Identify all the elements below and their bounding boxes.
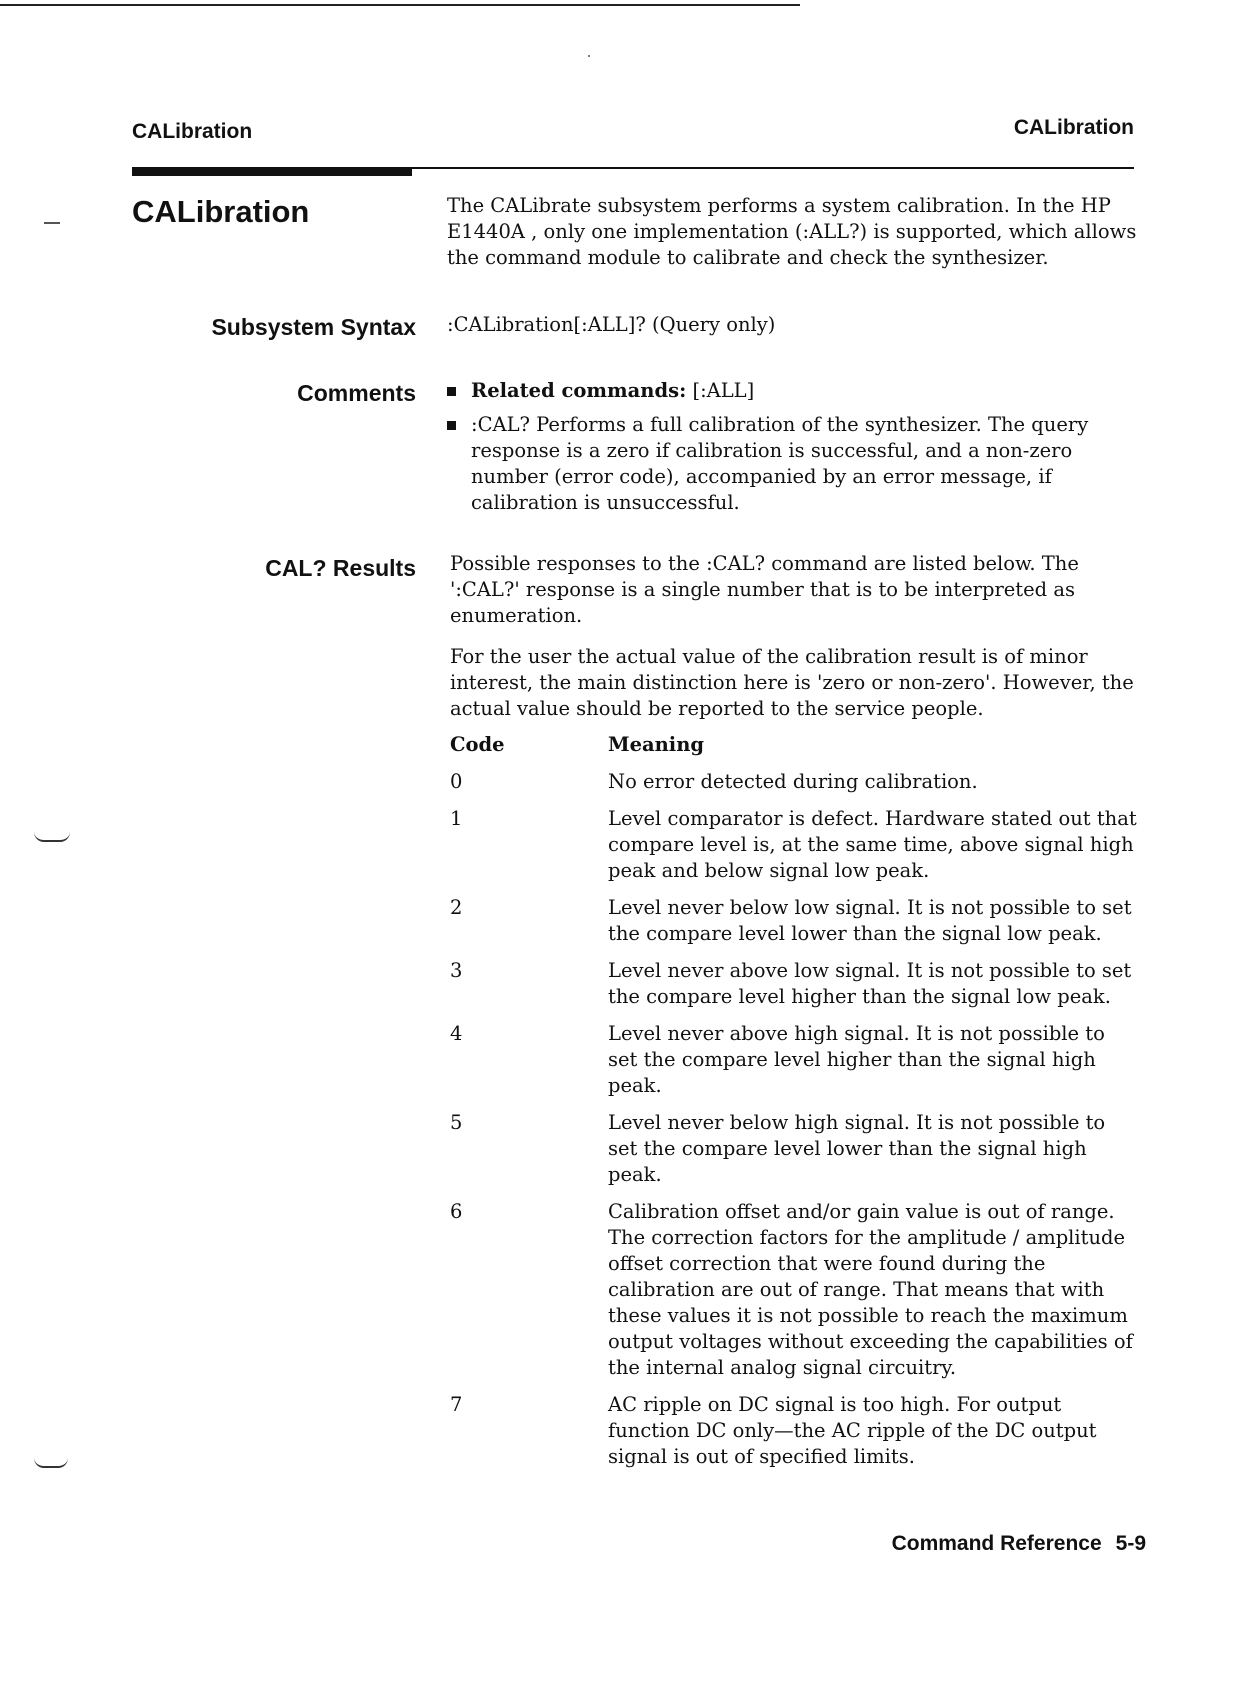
table-row: [450, 1392, 1140, 1470]
comments-list: [447, 378, 1137, 524]
meaning-cell: Calibration offset and/or gain value is out of range. The correction factors for the amplitude / amplitude offset correction that were found during the calibration are out of range. That means that with these values it is not possible to reach the maximum output voltages without exceeding the capabilities of the internal analog signal circuitry.: [608, 1200, 1133, 1379]
meaning-cell: Level never above low signal. It is not possible to set the compare level higher than the signal low peak.: [608, 959, 1132, 1008]
binding-hole-mark: [34, 1458, 68, 1468]
code-cell: 1: [450, 807, 463, 830]
syntax-label: Subsystem Syntax: [211, 314, 416, 340]
intro-paragraph: The CALibrate subsystem performs a system calibration. In the HP E1440A , only one implementation (:ALL?) is supported, which allows the command module to calibrate and check the synthesizer.: [447, 194, 1137, 269]
result-code-table: [450, 732, 1140, 1481]
table-row: [450, 769, 1140, 795]
column-header-meaning: Meaning: [608, 733, 705, 756]
table-row: [450, 1199, 1140, 1381]
table-header: [450, 732, 1140, 758]
page-number: 5-9: [1115, 1532, 1146, 1555]
results-label: CAL? Results: [265, 555, 416, 581]
table-row: [450, 1021, 1140, 1099]
bullet-icon: [447, 421, 456, 430]
code-cell: 5: [450, 1111, 463, 1134]
page-footer: [878, 1532, 1146, 1556]
code-cell: 7: [450, 1393, 463, 1416]
table-row: [450, 806, 1140, 884]
meaning-cell: Level never above high signal. It is not possible to set the compare level higher than the signal high peak.: [608, 1022, 1105, 1097]
scan-speck: [588, 55, 590, 57]
meaning-cell: Level never below high signal. It is not possible to set the compare level lower than the signal high peak.: [608, 1111, 1106, 1186]
footer-section: Command Reference: [891, 1532, 1102, 1555]
column-header-code: Code: [450, 733, 505, 756]
table-row: [450, 895, 1140, 947]
meaning-cell: No error detected during calibration.: [608, 770, 978, 793]
syntax-text: :CALibration[:ALL]? (Query only): [447, 313, 776, 336]
binding-hole-mark: [34, 832, 70, 842]
meaning-cell: Level comparator is defect. Hardware stated out that compare level is, at the same time, above signal high peak and below signal low peak.: [608, 807, 1137, 882]
section-title: CALibration: [132, 194, 310, 229]
section-rule-thick: [132, 168, 412, 176]
top-rule: [0, 4, 800, 6]
related-commands-value: [:ALL]: [692, 379, 755, 402]
related-commands-label: Related commands:: [471, 379, 687, 402]
table-row: [450, 1110, 1140, 1188]
comments-label: Comments: [297, 380, 416, 406]
code-cell: 2: [450, 896, 463, 919]
table-row: [450, 958, 1140, 1010]
margin-mark: [44, 222, 60, 224]
code-cell: 0: [450, 770, 463, 793]
code-cell: 4: [450, 1022, 463, 1045]
bullet-icon: [447, 387, 456, 396]
comment-item: [447, 378, 1137, 404]
code-cell: 3: [450, 959, 463, 982]
running-head-right: CALibration: [1013, 116, 1134, 139]
results-paragraph: Possible responses to the :CAL? command are listed below. The ':CAL?' response is a single number that is to be interpreted as enumeration.: [450, 552, 1079, 627]
code-cell: 6: [450, 1200, 463, 1223]
results-paragraph: For the user the actual value of the calibration result is of minor interest, the main distinction here is 'zero or non-zero'. However, the actual value should be reported to the service people.: [450, 645, 1134, 720]
meaning-cell: Level never below low signal. It is not possible to set the compare level lower than the signal low peak.: [608, 896, 1132, 945]
comment-item: [447, 412, 1137, 516]
running-head-left: CALibration: [132, 120, 253, 143]
meaning-cell: AC ripple on DC signal is too high. For output function DC only—the AC ripple of the DC output signal is out of specified limits.: [608, 1393, 1097, 1468]
comment-text: :CAL? Performs a full calibration of the synthesizer. The query response is a zero if calibration is successful, and a non-zero number (error code), accompanied by an error message, if calibration is unsuccessful.: [471, 413, 1089, 514]
